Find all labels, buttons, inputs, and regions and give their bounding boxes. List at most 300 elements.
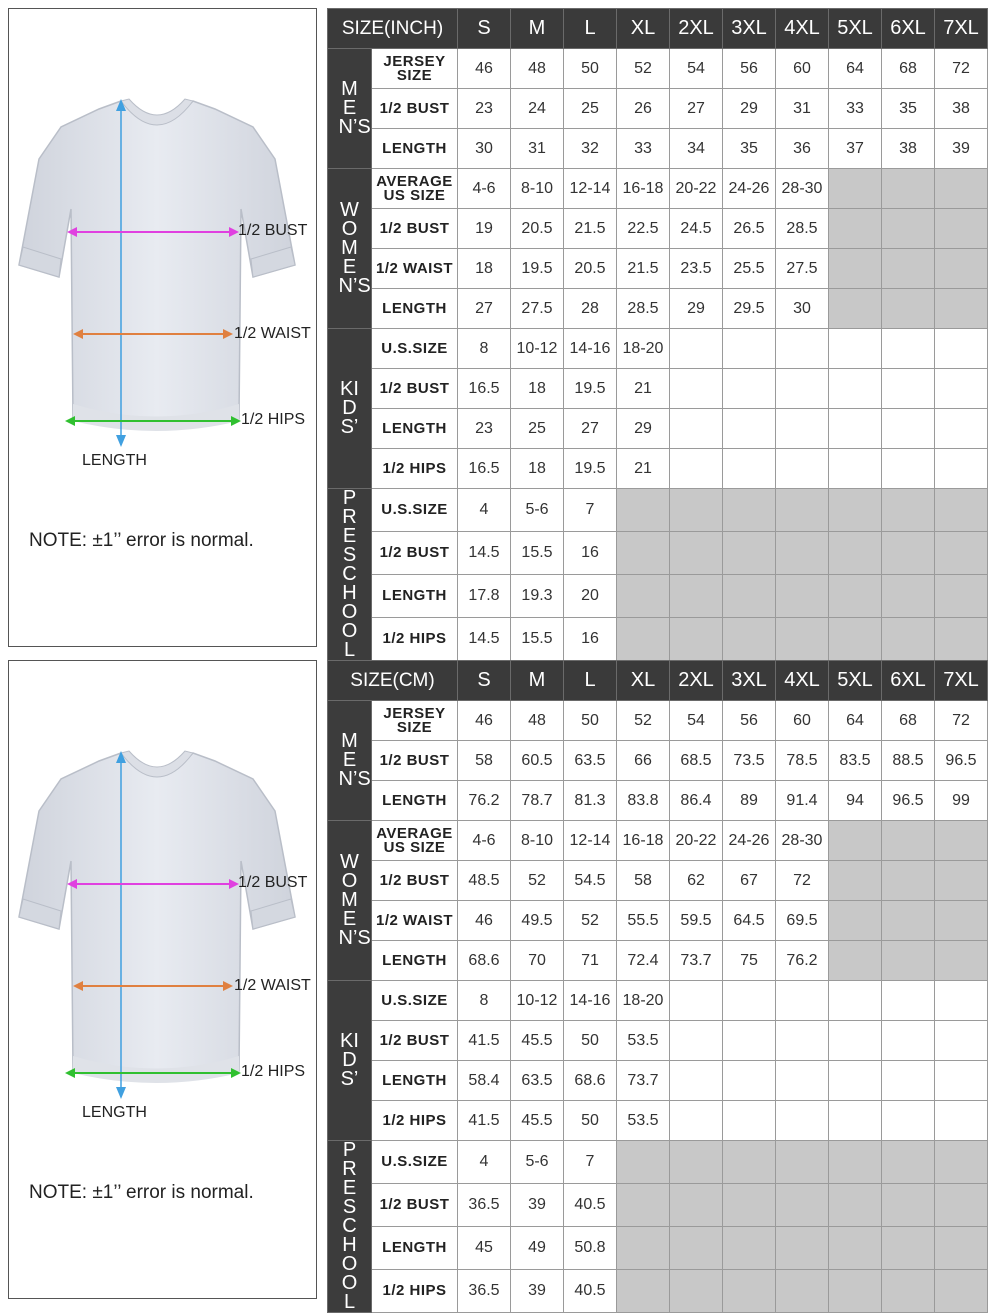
length-measure-label: LENGTH xyxy=(82,452,147,469)
row-label: 1/2 BUST xyxy=(372,532,458,575)
size-cell xyxy=(723,1184,776,1227)
size-cell: 50.8 xyxy=(564,1227,617,1270)
size-cell xyxy=(776,449,829,489)
size-cell: 96.5 xyxy=(882,781,935,821)
size-cell xyxy=(776,532,829,575)
size-cell xyxy=(882,409,935,449)
size-cell: 21 xyxy=(617,449,670,489)
size-cell xyxy=(935,1101,988,1141)
size-cell: 58.4 xyxy=(458,1061,511,1101)
size-cell: 37 xyxy=(829,129,882,169)
size-cell: 16.5 xyxy=(458,449,511,489)
group-label-text: PRESCHOOL xyxy=(341,1140,358,1313)
size-cell: 88.5 xyxy=(882,741,935,781)
size-cell xyxy=(617,489,670,532)
table-row xyxy=(328,1061,988,1101)
size-cell: 8 xyxy=(458,981,511,1021)
size-cell: 36 xyxy=(776,129,829,169)
table-row xyxy=(328,532,988,575)
size-cell: 64 xyxy=(829,49,882,89)
size-cell: 19.5 xyxy=(511,249,564,289)
size-cell xyxy=(723,532,776,575)
size-cell xyxy=(829,861,882,901)
size-cell: 48 xyxy=(511,49,564,89)
size-cell xyxy=(935,941,988,981)
size-cell: 45 xyxy=(458,1227,511,1270)
size-cell xyxy=(776,1101,829,1141)
table-row xyxy=(328,249,988,289)
size-cell xyxy=(829,901,882,941)
size-cell xyxy=(935,1184,988,1227)
size-cell: 18 xyxy=(511,449,564,489)
size-cell xyxy=(882,532,935,575)
size-cell: 20.5 xyxy=(511,209,564,249)
size-cell xyxy=(829,821,882,861)
size-cell xyxy=(935,981,988,1021)
size-cell: 45.5 xyxy=(511,1101,564,1141)
size-cell: 78.7 xyxy=(511,781,564,821)
size-cell: 4 xyxy=(458,1141,511,1184)
size-cell: 19.5 xyxy=(564,369,617,409)
size-cell xyxy=(829,981,882,1021)
size-cell: 10-12 xyxy=(511,329,564,369)
row-label: LENGTH xyxy=(372,1227,458,1270)
size-cell: 72 xyxy=(935,49,988,89)
size-cell xyxy=(776,981,829,1021)
size-cell: 31 xyxy=(776,89,829,129)
size-cell: 33 xyxy=(829,89,882,129)
size-cell: 18 xyxy=(511,369,564,409)
group-label-3 xyxy=(328,1141,372,1313)
size-cell xyxy=(882,169,935,209)
size-cell xyxy=(882,289,935,329)
size-cell xyxy=(723,329,776,369)
size-cell: 72 xyxy=(776,861,829,901)
size-cell: 86.4 xyxy=(670,781,723,821)
row-label: 1/2 BUST xyxy=(372,369,458,409)
size-cell xyxy=(617,1184,670,1227)
size-cell xyxy=(882,369,935,409)
size-cell xyxy=(617,1270,670,1313)
size-cell: 16-18 xyxy=(617,169,670,209)
hips-measure-label: 1/2 HIPS xyxy=(241,1063,306,1080)
group-label-text: KIDS’ xyxy=(340,378,359,438)
table-row xyxy=(328,89,988,129)
table-row xyxy=(328,1270,988,1313)
group-label-2 xyxy=(328,981,372,1141)
size-cell: 63.5 xyxy=(511,1061,564,1101)
size-cell: 53.5 xyxy=(617,1101,670,1141)
size-cell xyxy=(935,169,988,209)
size-cell xyxy=(882,1021,935,1061)
table-row xyxy=(328,981,988,1021)
size-cell: 23 xyxy=(458,409,511,449)
size-header-6xl: 6XL xyxy=(882,9,935,49)
size-cell xyxy=(935,449,988,489)
size-cell: 5-6 xyxy=(511,1141,564,1184)
group-label-text: KIDS’ xyxy=(340,1030,359,1090)
row-label: LENGTH xyxy=(372,409,458,449)
size-cell: 46 xyxy=(458,701,511,741)
size-cell xyxy=(829,1184,882,1227)
size-cell xyxy=(935,901,988,941)
size-cell: 56 xyxy=(723,701,776,741)
row-label: LENGTH xyxy=(372,575,458,618)
size-header-3xl: 3XL xyxy=(723,661,776,701)
table-row xyxy=(328,49,988,89)
table-header-row xyxy=(328,9,988,49)
size-cell: 7 xyxy=(564,489,617,532)
size-cell xyxy=(935,409,988,449)
row-label: JERSEY SIZE xyxy=(372,701,458,741)
size-cell: 46 xyxy=(458,49,511,89)
group-label-text: MEN’S xyxy=(338,730,371,790)
size-cell: 70 xyxy=(511,941,564,981)
size-cell: 39 xyxy=(935,129,988,169)
size-cell: 53.5 xyxy=(617,1021,670,1061)
size-cell: 46 xyxy=(458,901,511,941)
size-cell: 71 xyxy=(564,941,617,981)
table-row xyxy=(328,369,988,409)
row-label: JERSEY SIZE xyxy=(372,49,458,89)
size-cell xyxy=(882,1227,935,1270)
size-cell: 28-30 xyxy=(776,169,829,209)
size-cell: 28-30 xyxy=(776,821,829,861)
bust-measure-label: 1/2 BUST xyxy=(238,222,308,239)
size-cell: 56 xyxy=(723,49,776,89)
size-cell xyxy=(776,489,829,532)
table-row xyxy=(328,701,988,741)
jersey-measure-figure xyxy=(8,660,317,1299)
table-row xyxy=(328,1021,988,1061)
length-measure-label: LENGTH xyxy=(82,1104,147,1121)
row-label: 1/2 BUST xyxy=(372,209,458,249)
size-cell: 94 xyxy=(829,781,882,821)
size-cell: 27.5 xyxy=(511,289,564,329)
size-cell: 99 xyxy=(935,781,988,821)
size-cell: 96.5 xyxy=(935,741,988,781)
size-cell: 89 xyxy=(723,781,776,821)
size-cell xyxy=(670,1270,723,1313)
size-cell: 68 xyxy=(882,701,935,741)
size-cell xyxy=(723,449,776,489)
row-label: 1/2 BUST xyxy=(372,741,458,781)
size-cell: 5-6 xyxy=(511,489,564,532)
row-label: U.S.SIZE xyxy=(372,981,458,1021)
size-cell: 18 xyxy=(458,249,511,289)
size-cell: 41.5 xyxy=(458,1021,511,1061)
size-cell xyxy=(882,821,935,861)
size-cell xyxy=(829,329,882,369)
size-cell xyxy=(776,1184,829,1227)
size-cell: 40.5 xyxy=(564,1184,617,1227)
size-cell: 14-16 xyxy=(564,981,617,1021)
size-cell: 17.8 xyxy=(458,575,511,618)
size-cell xyxy=(829,575,882,618)
size-cell: 29 xyxy=(723,89,776,129)
group-label-2 xyxy=(328,329,372,489)
size-cell xyxy=(670,1021,723,1061)
size-cell: 66 xyxy=(617,741,670,781)
hips-measure-label: 1/2 HIPS xyxy=(241,411,306,428)
size-cell xyxy=(935,861,988,901)
size-cell: 72 xyxy=(935,701,988,741)
size-cell: 39 xyxy=(511,1270,564,1313)
size-cell xyxy=(829,941,882,981)
table-row xyxy=(328,1101,988,1141)
table-row xyxy=(328,289,988,329)
size-cell: 68.6 xyxy=(564,1061,617,1101)
group-label-1 xyxy=(328,169,372,329)
table-row xyxy=(328,449,988,489)
size-cell: 38 xyxy=(882,129,935,169)
group-label-3 xyxy=(328,489,372,661)
size-cell: 10-12 xyxy=(511,981,564,1021)
size-cell xyxy=(829,489,882,532)
size-cell xyxy=(829,1227,882,1270)
table-row xyxy=(328,489,988,532)
size-cell: 25 xyxy=(511,409,564,449)
row-label: LENGTH xyxy=(372,941,458,981)
size-cell xyxy=(829,1101,882,1141)
size-cell xyxy=(617,1141,670,1184)
waist-measure-label: 1/2 WAIST xyxy=(234,325,311,342)
size-header-5xl: 5XL xyxy=(829,661,882,701)
size-cell xyxy=(935,1061,988,1101)
size-cell xyxy=(935,329,988,369)
size-cell: 14.5 xyxy=(458,618,511,661)
size-cell: 29 xyxy=(670,289,723,329)
size-cell xyxy=(935,1021,988,1061)
size-header-m: M xyxy=(511,9,564,49)
size-cell: 33 xyxy=(617,129,670,169)
size-cell: 16.5 xyxy=(458,369,511,409)
size-header-s: S xyxy=(458,661,511,701)
size-header-4xl: 4XL xyxy=(776,9,829,49)
size-cell xyxy=(882,329,935,369)
size-cell xyxy=(882,941,935,981)
size-cell: 20.5 xyxy=(564,249,617,289)
size-cell xyxy=(723,1101,776,1141)
size-cell: 68 xyxy=(882,49,935,89)
size-cell xyxy=(935,1227,988,1270)
size-cell xyxy=(935,1141,988,1184)
size-header-2xl: 2XL xyxy=(670,9,723,49)
row-label: AVERAGE US SIZE xyxy=(372,169,458,209)
size-cell xyxy=(776,1021,829,1061)
size-cell: 21.5 xyxy=(564,209,617,249)
unit-header: SIZE(INCH) xyxy=(328,9,458,49)
size-cell: 50 xyxy=(564,49,617,89)
size-cell: 8-10 xyxy=(511,821,564,861)
size-header-5xl: 5XL xyxy=(829,9,882,49)
size-cell: 12-14 xyxy=(564,169,617,209)
table-row xyxy=(328,781,988,821)
size-cell: 28 xyxy=(564,289,617,329)
row-label: U.S.SIZE xyxy=(372,489,458,532)
size-cell: 68.6 xyxy=(458,941,511,981)
size-cell xyxy=(935,369,988,409)
size-cell xyxy=(776,1141,829,1184)
size-cell: 78.5 xyxy=(776,741,829,781)
size-cell: 69.5 xyxy=(776,901,829,941)
size-cell xyxy=(776,575,829,618)
row-label: 1/2 WAIST xyxy=(372,901,458,941)
row-label: LENGTH xyxy=(372,1061,458,1101)
size-cell: 50 xyxy=(564,701,617,741)
size-header-2xl: 2XL xyxy=(670,661,723,701)
size-cell: 64.5 xyxy=(723,901,776,941)
size-cell: 54.5 xyxy=(564,861,617,901)
size-cell xyxy=(670,409,723,449)
size-cell xyxy=(723,409,776,449)
size-cell: 48.5 xyxy=(458,861,511,901)
size-cell xyxy=(776,329,829,369)
size-header-3xl: 3XL xyxy=(723,9,776,49)
size-cell: 76.2 xyxy=(776,941,829,981)
size-cell: 64 xyxy=(829,701,882,741)
group-label-text: WOMEN’S xyxy=(338,851,371,949)
size-cell: 28.5 xyxy=(776,209,829,249)
table-row xyxy=(328,209,988,249)
size-cell xyxy=(776,1270,829,1313)
size-cell: 16 xyxy=(564,532,617,575)
size-cell: 27 xyxy=(458,289,511,329)
size-cell: 25.5 xyxy=(723,249,776,289)
size-cell: 62 xyxy=(670,861,723,901)
row-label: LENGTH xyxy=(372,129,458,169)
size-table-cm xyxy=(327,660,988,1313)
size-cell: 59.5 xyxy=(670,901,723,941)
size-cell: 20-22 xyxy=(670,169,723,209)
size-cell: 35 xyxy=(723,129,776,169)
size-chart-cm-section xyxy=(0,652,1000,1313)
size-table-inch xyxy=(327,8,988,661)
size-cell xyxy=(882,1101,935,1141)
size-cell: 20-22 xyxy=(670,821,723,861)
size-header-m: M xyxy=(511,661,564,701)
row-label: LENGTH xyxy=(372,781,458,821)
size-cell xyxy=(935,532,988,575)
size-cell: 32 xyxy=(564,129,617,169)
size-cell: 27.5 xyxy=(776,249,829,289)
size-cell xyxy=(723,1021,776,1061)
table-row xyxy=(328,821,988,861)
size-cell: 22.5 xyxy=(617,209,670,249)
table-header-row xyxy=(328,661,988,701)
size-cell: 49.5 xyxy=(511,901,564,941)
size-cell: 48 xyxy=(511,701,564,741)
table-row xyxy=(328,129,988,169)
size-cell xyxy=(829,449,882,489)
row-label: 1/2 BUST xyxy=(372,1021,458,1061)
size-header-xl: XL xyxy=(617,9,670,49)
size-cell: 45.5 xyxy=(511,1021,564,1061)
row-label: 1/2 BUST xyxy=(372,1184,458,1227)
size-cell xyxy=(670,1141,723,1184)
table-row xyxy=(328,1227,988,1270)
row-label: 1/2 BUST xyxy=(372,861,458,901)
table-row xyxy=(328,941,988,981)
size-cell: 4 xyxy=(458,489,511,532)
size-cell: 76.2 xyxy=(458,781,511,821)
table-row xyxy=(328,409,988,449)
size-cell: 26 xyxy=(617,89,670,129)
size-cell xyxy=(829,289,882,329)
size-cell xyxy=(829,169,882,209)
size-cell xyxy=(670,329,723,369)
size-cell: 52 xyxy=(564,901,617,941)
size-cell xyxy=(935,489,988,532)
size-cell: 58 xyxy=(617,861,670,901)
size-cell: 23 xyxy=(458,89,511,129)
size-header-l: L xyxy=(564,661,617,701)
size-cell xyxy=(723,489,776,532)
size-cell xyxy=(882,1061,935,1101)
size-cell xyxy=(829,1021,882,1061)
size-cell xyxy=(776,369,829,409)
size-cell: 4-6 xyxy=(458,169,511,209)
size-cell xyxy=(935,249,988,289)
size-cell: 36.5 xyxy=(458,1184,511,1227)
size-cell: 14.5 xyxy=(458,532,511,575)
error-note: NOTE: ±1’’ error is normal. xyxy=(29,1182,254,1203)
size-cell: 18-20 xyxy=(617,981,670,1021)
size-cell xyxy=(670,449,723,489)
group-label-text: MEN’S xyxy=(338,78,371,138)
size-cell xyxy=(723,1141,776,1184)
size-header-6xl: 6XL xyxy=(882,661,935,701)
size-header-s: S xyxy=(458,9,511,49)
row-label: 1/2 WAIST xyxy=(372,249,458,289)
group-label-0 xyxy=(328,701,372,821)
size-cell: 24.5 xyxy=(670,209,723,249)
size-cell: 24 xyxy=(511,89,564,129)
size-cell xyxy=(935,289,988,329)
size-cell xyxy=(882,449,935,489)
size-cell: 36.5 xyxy=(458,1270,511,1313)
size-header-4xl: 4XL xyxy=(776,661,829,701)
size-cell: 34 xyxy=(670,129,723,169)
size-header-7xl: 7XL xyxy=(935,661,988,701)
size-cell: 67 xyxy=(723,861,776,901)
size-cell: 60 xyxy=(776,49,829,89)
size-cell xyxy=(829,409,882,449)
size-cell: 52 xyxy=(511,861,564,901)
size-cell: 68.5 xyxy=(670,741,723,781)
size-cell: 19.3 xyxy=(511,575,564,618)
size-cell xyxy=(882,575,935,618)
row-label: U.S.SIZE xyxy=(372,329,458,369)
size-cell: 49 xyxy=(511,1227,564,1270)
size-cell: 28.5 xyxy=(617,289,670,329)
size-cell xyxy=(670,369,723,409)
size-cell: 73.7 xyxy=(670,941,723,981)
table-row xyxy=(328,861,988,901)
size-cell xyxy=(882,209,935,249)
size-cell: 29 xyxy=(617,409,670,449)
size-cell: 38 xyxy=(935,89,988,129)
size-cell: 30 xyxy=(776,289,829,329)
size-cell: 91.4 xyxy=(776,781,829,821)
size-cell xyxy=(882,901,935,941)
size-cell: 21 xyxy=(617,369,670,409)
size-cell: 81.3 xyxy=(564,781,617,821)
size-cell: 19 xyxy=(458,209,511,249)
size-cell xyxy=(723,575,776,618)
size-cell xyxy=(723,1061,776,1101)
size-cell: 24-26 xyxy=(723,169,776,209)
